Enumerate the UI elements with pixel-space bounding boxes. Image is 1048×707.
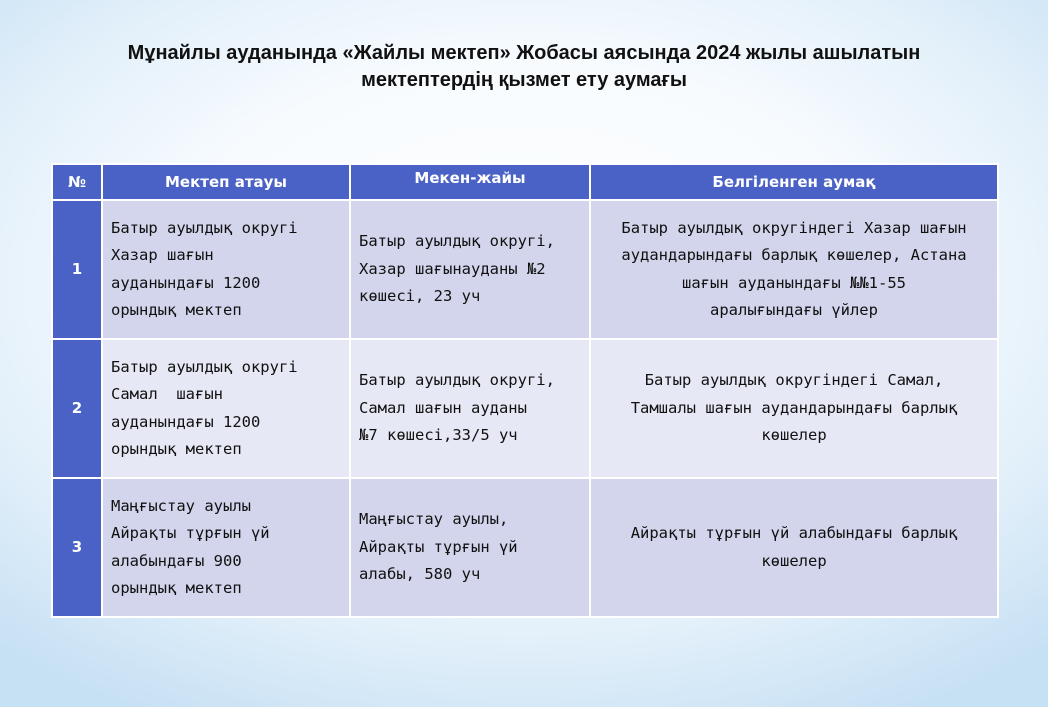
address-cell	[350, 339, 590, 478]
cell-line: орындық мектеп	[111, 301, 242, 319]
cell-line: аралығындағы үйлер	[710, 301, 878, 319]
row-number: 1	[52, 200, 102, 339]
school-name-cell	[102, 339, 350, 478]
cell-line: Батыр ауылдық округі	[111, 218, 298, 237]
service-area-cell	[590, 478, 998, 617]
cell-line: шағын ауданындағы №№1-55	[682, 273, 906, 292]
table-header-row	[52, 164, 998, 200]
header-service-area: Белгіленген аумақ	[590, 164, 998, 200]
cell-line: орындық мектеп	[111, 579, 242, 597]
cell-line: Хазар шағынауданы №2	[359, 259, 546, 278]
table-row	[52, 339, 998, 478]
cell-line: көшелер	[761, 551, 827, 570]
cell-line: Айрақты тұрғын үй	[359, 537, 518, 556]
cell-line: Батыр ауылдық округіндегі Самал,	[644, 371, 944, 390]
cell-line: көшелер	[761, 426, 827, 445]
cell-line: Айрақты тұрғын үй	[111, 524, 270, 542]
header-address: Мекен-жайы	[350, 164, 590, 200]
row-number: 3	[52, 478, 102, 617]
cell-line: Батыр ауылдық округіндегі Хазар шағын	[621, 218, 967, 237]
cell-line: Батыр ауылдық округі,	[359, 232, 555, 251]
table-row	[52, 478, 998, 617]
cell-line: көшесі, 23 уч	[359, 287, 481, 306]
page-title-line-2: мектептердің қызмет ету аумағы	[361, 69, 687, 91]
header-number: №	[52, 164, 102, 200]
cell-line: Батыр ауылдық округі,	[359, 371, 555, 390]
cell-line: аудандарындағы барлық көшелер, Астана	[621, 246, 967, 264]
page-title	[0, 40, 1048, 94]
page-title-line-1: Мұнайлы ауданында «Жайлы мектеп» Жобасы аясында 2024 жылы ашылатын	[127, 42, 921, 64]
cell-line: Самал шағын ауданы	[359, 398, 527, 417]
school-name-cell	[102, 200, 350, 339]
address-cell	[350, 200, 590, 339]
cell-line: алабы, 580 уч	[359, 565, 481, 584]
cell-line: Хазар шағын	[111, 246, 214, 264]
schools-table	[51, 163, 999, 618]
cell-line: ауданындағы 1200	[111, 412, 261, 431]
service-area-cell	[590, 200, 998, 339]
school-name-cell	[102, 478, 350, 617]
table-row	[52, 200, 998, 339]
header-school-name: Мектеп атауы	[102, 164, 350, 200]
cell-line: Айрақты тұрғын үй алабындағы барлық	[630, 524, 958, 542]
address-cell	[350, 478, 590, 617]
cell-line: Самал шағын	[111, 385, 223, 403]
cell-line: орындық мектеп	[111, 440, 242, 458]
cell-line: Батыр ауылдық округі	[111, 357, 298, 376]
row-number: 2	[52, 339, 102, 478]
service-area-cell	[590, 339, 998, 478]
cell-line: ауданындағы 1200	[111, 273, 261, 292]
cell-line: Маңғыстау ауылы,	[359, 510, 509, 529]
cell-line: алабындағы 900	[111, 551, 242, 570]
cell-line: №7 көшесі,33/5 уч	[359, 426, 518, 445]
cell-line: Тамшалы шағын аудандарындағы барлық	[630, 398, 958, 417]
cell-line: Маңғыстау ауылы	[111, 496, 251, 515]
